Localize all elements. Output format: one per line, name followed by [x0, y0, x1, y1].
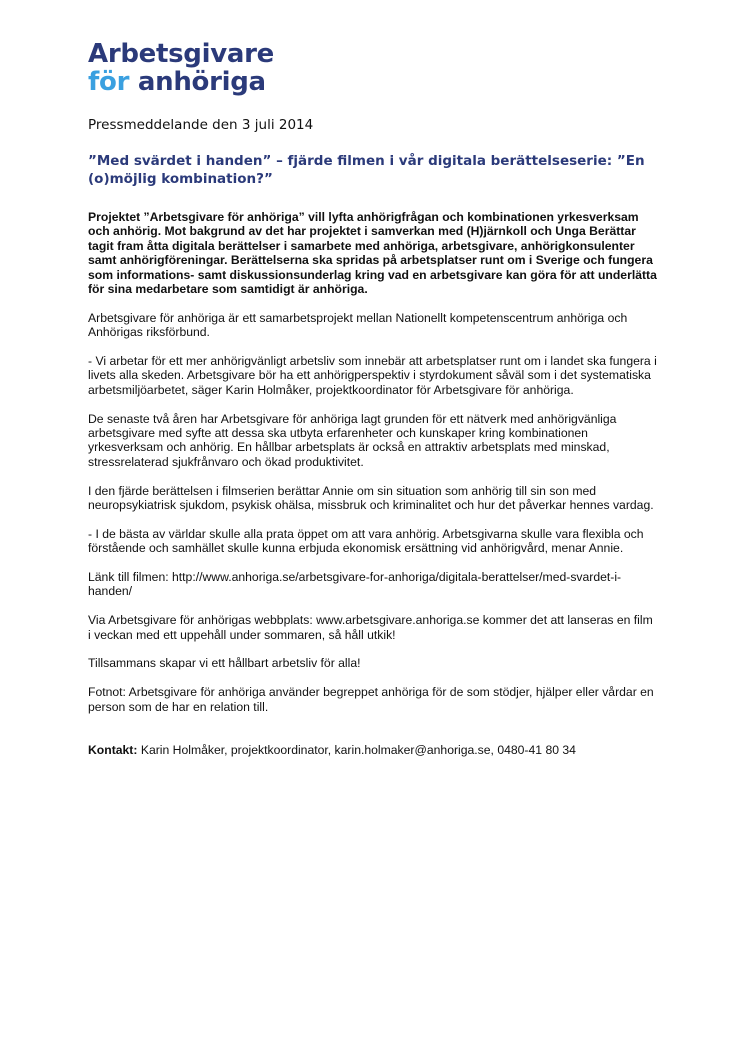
contact-line [88, 743, 658, 757]
paragraph-network: De senaste två åren har Arbetsgivare för anhöriga lagt grunden för ett nätverk med anhörigvänliga arbetsgivare med syfte att dessa ska utbyta erfarenheter och kunskaper kring kombinationen yrkesverksam och anhörig. En hållbar arbetsplats är också en attraktiv arbetsplats med minskad, stressrelaterad sjukfrånvaro och ökad produktivitet. [88, 411, 617, 469]
contact-label: Kontakt: [88, 742, 138, 757]
paragraph-film-link: Länk till filmen: http://www.anhoriga.se/arbetsgivare-for-anhoriga/digitala-berattelser/med-svardet-i-handen/ [88, 570, 622, 599]
logo-line-2 [88, 68, 274, 96]
logo-accent-word: för [88, 67, 130, 97]
release-date: Pressmeddelande den 3 juli 2014 [88, 117, 314, 133]
lead-paragraph: Projektet ”Arbetsgivare för anhöriga” vill lyfta anhörigfrågan och kombinationen yrkesverksam och anhörig. Mot bakgrund av det har projektet i samverkan med (H)järnkoll och Unga Berättar tagit fram åtta digitala berättelser i samarbete med anhöriga, arbetsgivare, anhörigkonsulenter samt anhörigföreningar. Berättelserna ska spridas på arbetsplatser runt om i Sverige och fungera som informations- samt diskussionsunderlag kring vad en arbetsgivare kan göra för att underlätta för sina medarbetare som samtidigt är anhöriga. [88, 210, 657, 297]
paragraph-quote-karin: - Vi arbetar för ett mer anhörigvänligt arbetsliv som innebär att arbetsplatser runt om i landet ska fungera i livets alla skeden. Arbetsgivare bör ha ett anhörigperspektiv i styrdokument såväl som i det systematiska arbetsmiljöarbetet, säger Karin Holmåker, projektkoordinator för Arbetsgivare för anhöriga. [88, 354, 657, 397]
logo-line-2-rest: anhöriga [129, 67, 266, 97]
paragraph-annie-story: I den fjärde berättelsen i filmserien berättar Annie om sin situation som anhörig till sin son med neuropsykiatrisk sjukdom, psykisk ohälsa, missbruk och kriminalitet och hur det påverkar hennes vardag. [88, 483, 654, 513]
paragraph-website: Via Arbetsgivare för anhörigas webbplats: www.arbetsgivare.anhoriga.se kommer det att lanseras en film i veckan med ett uppehåll under sommaren, så håll utkik! [88, 613, 653, 642]
logo-line-1: Arbetsgivare [88, 39, 274, 69]
paragraph-partnership: Arbetsgivare för anhöriga är ett samarbetsprojekt mellan Nationellt kompetenscentrum anhöriga och Anhörigas riksförbund. [88, 310, 628, 340]
headline: ”Med svärdet i handen” – fjärde filmen i vår digitala berättelseserie: ”En (o)möjlig kombination?” [88, 153, 645, 187]
paragraph-slogan: Tillsammans skapar vi ett hållbart arbetsliv för alla! [88, 656, 361, 671]
contact-details: Karin Holmåker, projektkoordinator, karin.holmaker@anhoriga.se, 0480-41 80 34 [137, 742, 576, 757]
organization-logo [88, 40, 274, 96]
article-body [88, 210, 658, 772]
paragraph-footnote: Fotnot: Arbetsgivare för anhöriga använder begreppet anhöriga för de som stödjer, hjälper eller vårdar en person som de har en relation till. [88, 685, 654, 714]
paragraph-quote-annie: - I de bästa av världar skulle alla prata öppet om att vara anhörig. Arbetsgivarna skulle vara flexibla och förstående och samhället skulle kunna erbjuda ekonomisk ersättning vid anhörigvård, menar Annie. [88, 526, 644, 556]
